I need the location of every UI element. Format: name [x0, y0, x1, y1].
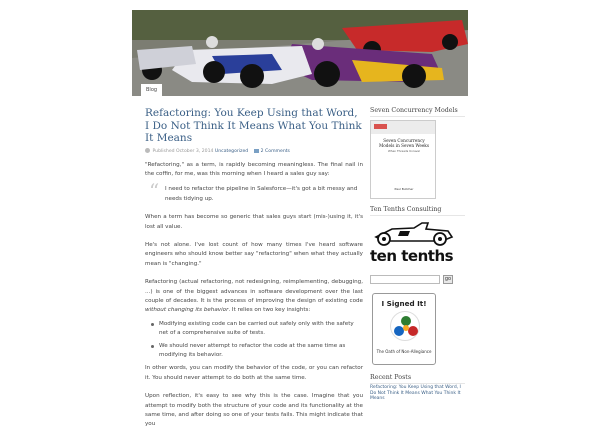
search-form	[370, 275, 465, 285]
list-item: Modifying existing code can be carried out safely only with the safety net of a comprehensive suite of tests.	[159, 320, 363, 339]
book-subtitle: When Threads Unravel	[388, 149, 420, 153]
recent-post-link[interactable]: Refactoring: You Keep Using that Word, I Do Not Think It Means What You Think It Means	[370, 385, 461, 401]
oath-logo-icon	[390, 311, 420, 341]
book-cover[interactable]	[370, 120, 436, 199]
paragraph	[145, 278, 363, 316]
comment-icon	[254, 149, 259, 153]
book-title: Seven Concurrency Models in Seven Weeks	[379, 138, 429, 148]
sidebar	[370, 107, 465, 402]
paragraph: Upon reflection, it's easy to see why this is the case. Imagine that you attempt to modify both the structure of your code and its functionality at the same time, and after doing so one of your tests fails. This might indicate that you	[145, 393, 363, 428]
emphasis-text: without changing its behavior	[145, 307, 229, 314]
racing-car-icon	[370, 219, 456, 249]
paragraph: "Refactoring," as a term, is rapidly becoming meaningless. The final nail in the coffin, for me, was this morning when I heard a sales guy say:	[145, 161, 363, 177]
quote-mark-icon: “	[149, 179, 160, 204]
calendar-icon	[145, 148, 150, 153]
widget-title-consulting: Ten Tenths Consulting	[370, 206, 465, 216]
nav-bar	[132, 84, 468, 96]
paragraph: In other words, you can modify the behavior of the code, or you can refactor it. You should never attempt to do both at the same time.	[145, 365, 363, 381]
published-date: Published October 3, 2014	[152, 148, 214, 154]
search-input[interactable]	[370, 275, 440, 284]
quote-text: I need to refactor the pipeline in Salesforce—it's got a bit messy and needs tidying up.	[165, 186, 358, 202]
post-meta	[145, 148, 363, 155]
search-button[interactable]: go	[444, 276, 452, 282]
blockquote	[145, 179, 363, 204]
paragraph: He's not alone. I've lost count of how many times I've heard software engineers who should know better say "refactoring" when what they actually mean is "changing."	[145, 241, 363, 267]
comments-link[interactable]: 2 Comments	[260, 148, 290, 154]
insights-list	[145, 320, 363, 361]
badge-title: I Signed It!	[381, 299, 427, 308]
widget-title-book: Seven Concurrency Models	[370, 107, 465, 117]
nav-tab-blog[interactable]: Blog	[141, 84, 162, 96]
paragraph-text: . It relies on two key insights:	[228, 307, 311, 314]
publisher-logo-icon	[374, 124, 387, 129]
post-title[interactable]: Refactoring: You Keep Using that Word, I Do Not Think It Means What You Think It Means	[145, 107, 362, 144]
post-article	[145, 107, 363, 430]
ten-tenths-wordmark: ten tenths	[370, 247, 454, 265]
oath-badge[interactable]	[372, 293, 436, 365]
book-author: Paul Butcher	[394, 187, 414, 191]
badge-caption: The Oath of Non-Allegiance	[376, 349, 432, 354]
recent-posts-list	[370, 385, 465, 402]
paragraph-text: Refactoring (actual refactoring, not redesigning, reimplementing, debugging, ...) is one of the biggest advances in software development over the last couple of decades. It is the process of improving the design of existing code	[145, 279, 363, 304]
list-item: We should never attempt to refactor the code at the same time as modifying its behavior.	[159, 342, 363, 361]
category-link[interactable]: Uncategorized	[214, 148, 249, 154]
ten-tenths-logo[interactable]	[370, 219, 456, 269]
paragraph: When a term has become so generic that sales guys start (mis-)using it, it's lost all value.	[145, 214, 363, 230]
widget-title-recent: Recent Posts	[370, 374, 465, 384]
